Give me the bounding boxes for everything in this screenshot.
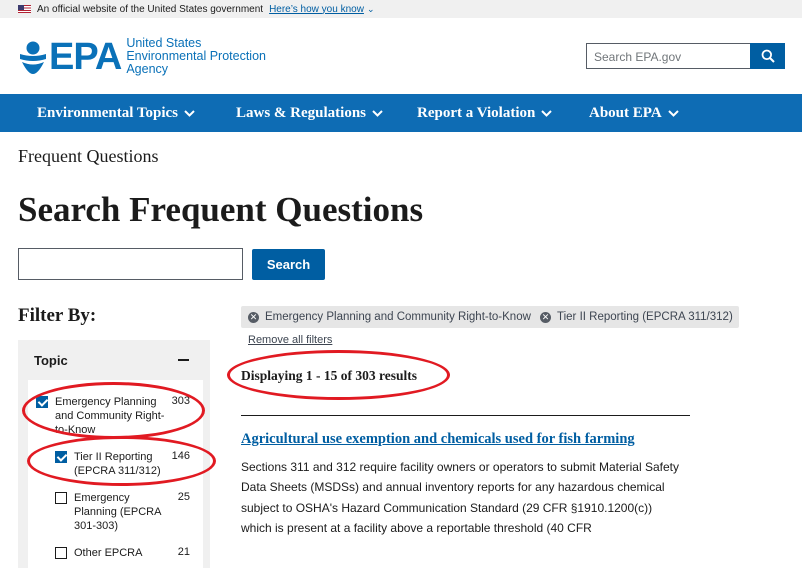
- facet-item-label[interactable]: Emergency Planning and Community Right-to-Know: [55, 396, 165, 436]
- divider: [241, 415, 690, 416]
- epa-flower-icon: [18, 40, 48, 74]
- collapse-icon[interactable]: [178, 359, 189, 361]
- search-icon: [761, 49, 775, 63]
- chevron-down-icon: [372, 110, 383, 117]
- facet-item-count: 303: [171, 395, 190, 407]
- facet-checkbox-other-epcra[interactable]: [55, 547, 67, 559]
- faq-search-button[interactable]: Search: [252, 249, 325, 280]
- chip-label: Tier II Reporting (EPCRA 311/312): [557, 311, 733, 323]
- facet-item-label[interactable]: Other EPCRA: [74, 547, 143, 559]
- active-filter-chip[interactable]: [241, 306, 537, 328]
- chevron-down-icon: [184, 110, 195, 117]
- gov-banner: [0, 0, 802, 18]
- gov-banner-text: An official website of the United States government: [37, 3, 264, 15]
- filter-heading: Filter By:: [18, 305, 97, 326]
- nav-about-epa[interactable]: [589, 105, 679, 122]
- remove-all-filters-link[interactable]: Remove all filters: [248, 334, 333, 346]
- nav-label: About EPA: [589, 105, 662, 121]
- site-search-input[interactable]: Search EPA.gov: [586, 43, 750, 69]
- facet-item-label[interactable]: Tier II Reporting (EPCRA 311/312): [74, 451, 161, 477]
- faq-search-input[interactable]: [18, 248, 243, 280]
- facet-item-count: 21: [177, 546, 190, 558]
- agency-name-line: United States: [126, 36, 202, 50]
- us-flag-icon: [18, 5, 31, 13]
- agency-name-line: Environmental Protection: [126, 49, 266, 63]
- result-title-link[interactable]: Agricultural use exemption and chemicals used for fish farming: [241, 431, 635, 447]
- results-summary: Displaying 1 - 15 of 303 results: [241, 368, 418, 383]
- site-header: [0, 18, 802, 94]
- main-nav: [0, 94, 802, 132]
- facet-title: Topic: [34, 353, 68, 368]
- nav-label: Environmental Topics: [37, 105, 179, 121]
- logo-wordmark: EPA: [49, 35, 122, 78]
- facet-item-count: 25: [177, 491, 190, 503]
- epa-logo[interactable]: [18, 37, 266, 76]
- chevron-down-icon: [541, 110, 552, 117]
- facet-checkbox-emergency-planning[interactable]: [55, 492, 67, 504]
- nav-laws-regulations[interactable]: [236, 105, 383, 122]
- remove-filter-icon[interactable]: ✕: [249, 311, 258, 322]
- site-search-button[interactable]: [750, 43, 785, 69]
- heres-how-you-know-link[interactable]: Here’s how you know: [269, 3, 364, 15]
- chevron-down-icon: ⌄: [366, 3, 375, 14]
- agency-name-line: Agency: [126, 62, 169, 76]
- chevron-down-icon: [668, 110, 679, 117]
- nav-label: Laws & Regulations: [236, 105, 367, 121]
- agency-name: [126, 37, 266, 76]
- chip-label: Emergency Planning and Community Right-to-Know: [265, 311, 531, 323]
- page-title: Search Frequent Questions: [18, 190, 424, 229]
- annotation-oval: [27, 436, 216, 486]
- nav-environmental-topics[interactable]: [37, 105, 195, 122]
- facet-item-count: 146: [171, 450, 190, 462]
- result-snippet: Sections 311 and 312 require facility owners or operators to submit Material Safety Data Sheets (MSDSs) and annual inventory reports for any hazardous chemical subject to OSHA's Hazard Communication Standard (29 CFR §1910.1200(c)) which is present at a facility above a reportable threshold (40 CFR: [241, 460, 679, 536]
- nav-report-violation[interactable]: [417, 105, 552, 122]
- annotation-oval: [22, 382, 205, 439]
- facet-item-label[interactable]: Emergency Planning (EPCRA 301-303): [74, 492, 161, 532]
- annotation-oval: [227, 350, 450, 400]
- remove-filter-icon[interactable]: ✕: [541, 311, 550, 322]
- section-title: Frequent Questions: [18, 146, 159, 166]
- nav-label: Report a Violation: [417, 105, 536, 121]
- active-filter-chip[interactable]: [533, 306, 739, 328]
